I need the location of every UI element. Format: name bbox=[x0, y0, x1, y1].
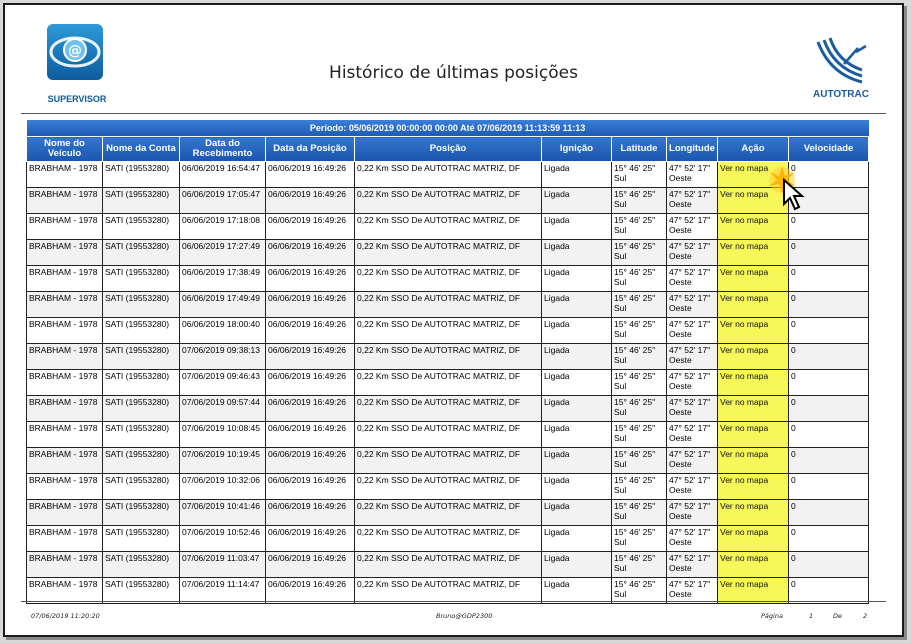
view-on-map-link[interactable]: Ver no mapa bbox=[718, 552, 789, 578]
table-row bbox=[27, 240, 869, 266]
view-on-map-link[interactable]: Ver no mapa bbox=[718, 318, 789, 344]
cell-longitude: 47° 52' 17'' Oeste bbox=[667, 240, 718, 266]
cell-ignition: Ligada bbox=[542, 578, 612, 604]
table-body bbox=[27, 162, 869, 604]
cell-speed: 0 bbox=[789, 292, 869, 318]
cell-position: 0,22 Km SSO De AUTOTRAC MATRIZ, DF bbox=[355, 240, 542, 266]
cell-vehicle: BRABHAM - 1978 bbox=[27, 526, 103, 552]
cell-account: SATI (19553280) bbox=[103, 578, 180, 604]
cell-position: 0,22 Km SSO De AUTOTRAC MATRIZ, DF bbox=[355, 474, 542, 500]
view-on-map-link[interactable]: Ver no mapa bbox=[718, 578, 789, 604]
table-row bbox=[27, 318, 869, 344]
cell-position: 0,22 Km SSO De AUTOTRAC MATRIZ, DF bbox=[355, 370, 542, 396]
cell-account: SATI (19553280) bbox=[103, 500, 180, 526]
cell-position: 0,22 Km SSO De AUTOTRAC MATRIZ, DF bbox=[355, 396, 542, 422]
cell-position-date: 06/06/2019 16:49:26 bbox=[266, 214, 355, 240]
cell-position-date: 06/06/2019 16:49:26 bbox=[266, 526, 355, 552]
cell-longitude: 47° 52' 17'' Oeste bbox=[667, 500, 718, 526]
cell-received: 07/06/2019 10:52:46 bbox=[180, 526, 266, 552]
cell-position: 0,22 Km SSO De AUTOTRAC MATRIZ, DF bbox=[355, 422, 542, 448]
cell-account: SATI (19553280) bbox=[103, 422, 180, 448]
cell-received: 06/06/2019 16:54:47 bbox=[180, 162, 266, 188]
cell-position-date: 06/06/2019 16:49:26 bbox=[266, 318, 355, 344]
header-position: Posição bbox=[355, 137, 542, 162]
footer-page-total: 2 bbox=[863, 612, 868, 620]
table-row bbox=[27, 578, 869, 604]
view-on-map-link[interactable]: Ver no mapa bbox=[718, 422, 789, 448]
table-row bbox=[27, 396, 869, 422]
cell-vehicle: BRABHAM - 1978 bbox=[27, 474, 103, 500]
cell-position-date: 06/06/2019 16:49:26 bbox=[266, 422, 355, 448]
cell-speed: 0 bbox=[789, 500, 869, 526]
cell-longitude: 47° 52' 17'' Oeste bbox=[667, 396, 718, 422]
cell-received: 06/06/2019 17:05:47 bbox=[180, 188, 266, 214]
cell-latitude: 15° 46' 25'' Sul bbox=[612, 578, 667, 604]
cell-ignition: Ligada bbox=[542, 188, 612, 214]
view-on-map-link[interactable]: Ver no mapa bbox=[718, 396, 789, 422]
cell-longitude: 47° 52' 17'' Oeste bbox=[667, 526, 718, 552]
cell-speed: 0 bbox=[789, 396, 869, 422]
cell-account: SATI (19553280) bbox=[103, 240, 180, 266]
cell-position: 0,22 Km SSO De AUTOTRAC MATRIZ, DF bbox=[355, 526, 542, 552]
cell-position: 0,22 Km SSO De AUTOTRAC MATRIZ, DF bbox=[355, 162, 542, 188]
cell-speed: 0 bbox=[789, 422, 869, 448]
cell-account: SATI (19553280) bbox=[103, 318, 180, 344]
cell-account: SATI (19553280) bbox=[103, 552, 180, 578]
view-on-map-link[interactable]: Ver no mapa bbox=[718, 474, 789, 500]
table-row bbox=[27, 422, 869, 448]
view-on-map-link[interactable]: Ver no mapa bbox=[718, 448, 789, 474]
cell-position-date: 06/06/2019 16:49:26 bbox=[266, 370, 355, 396]
cell-vehicle: BRABHAM - 1978 bbox=[27, 266, 103, 292]
cell-latitude: 15° 46' 25'' Sul bbox=[612, 318, 667, 344]
svg-text:@: @ bbox=[68, 43, 82, 59]
cell-ignition: Ligada bbox=[542, 526, 612, 552]
positions-table-container bbox=[26, 120, 868, 604]
cell-latitude: 15° 46' 25'' Sul bbox=[612, 422, 667, 448]
cell-longitude: 47° 52' 17'' Oeste bbox=[667, 578, 718, 604]
cell-received: 06/06/2019 18:00:40 bbox=[180, 318, 266, 344]
cell-account: SATI (19553280) bbox=[103, 266, 180, 292]
view-on-map-link[interactable]: Ver no mapa bbox=[718, 214, 789, 240]
cell-ignition: Ligada bbox=[542, 266, 612, 292]
cell-vehicle: BRABHAM - 1978 bbox=[27, 500, 103, 526]
cell-latitude: 15° 46' 25'' Sul bbox=[612, 240, 667, 266]
cell-latitude: 15° 46' 25'' Sul bbox=[612, 500, 667, 526]
page-title: Histórico de últimas posições bbox=[329, 63, 578, 83]
cell-latitude: 15° 46' 25'' Sul bbox=[612, 292, 667, 318]
view-on-map-link[interactable]: Ver no mapa bbox=[718, 344, 789, 370]
header-position-date: Data da Posição bbox=[266, 137, 355, 162]
cell-latitude: 15° 46' 25'' Sul bbox=[612, 552, 667, 578]
autotrac-logo-text: AUTOTRAC bbox=[813, 89, 869, 100]
cell-received: 07/06/2019 11:03:47 bbox=[180, 552, 266, 578]
cell-account: SATI (19553280) bbox=[103, 162, 180, 188]
cell-account: SATI (19553280) bbox=[103, 344, 180, 370]
cell-position-date: 06/06/2019 16:49:26 bbox=[266, 240, 355, 266]
table-row bbox=[27, 214, 869, 240]
cell-ignition: Ligada bbox=[542, 162, 612, 188]
cell-latitude: 15° 46' 25'' Sul bbox=[612, 188, 667, 214]
cell-speed: 0 bbox=[789, 578, 869, 604]
cell-ignition: Ligada bbox=[542, 240, 612, 266]
cell-longitude: 47° 52' 17'' Oeste bbox=[667, 422, 718, 448]
cell-speed: 0 bbox=[789, 370, 869, 396]
footer-page-label: Página bbox=[761, 612, 783, 620]
report-page bbox=[3, 3, 904, 637]
cell-position: 0,22 Km SSO De AUTOTRAC MATRIZ, DF bbox=[355, 344, 542, 370]
header-received-date: Data do Recebimento bbox=[180, 137, 266, 162]
cell-vehicle: BRABHAM - 1978 bbox=[27, 552, 103, 578]
table-row bbox=[27, 474, 869, 500]
report-header bbox=[21, 20, 886, 114]
footer-page-current: 1 bbox=[809, 612, 814, 620]
cell-position: 0,22 Km SSO De AUTOTRAC MATRIZ, DF bbox=[355, 318, 542, 344]
period-label: Período: 05/06/2019 00:00:00 00:00 Até 07/06/2019 11:13:59 11:13 bbox=[27, 120, 869, 137]
cell-position-date: 06/06/2019 16:49:26 bbox=[266, 578, 355, 604]
view-on-map-link[interactable]: Ver no mapa bbox=[718, 500, 789, 526]
supervisor-logo-text: SUPERVISOR bbox=[47, 94, 107, 104]
cell-longitude: 47° 52' 17'' Oeste bbox=[667, 318, 718, 344]
table-row bbox=[27, 344, 869, 370]
cell-received: 07/06/2019 11:14:47 bbox=[180, 578, 266, 604]
cell-longitude: 47° 52' 17'' Oeste bbox=[667, 552, 718, 578]
cell-speed: 0 bbox=[789, 214, 869, 240]
cell-speed: 0 bbox=[789, 448, 869, 474]
cell-account: SATI (19553280) bbox=[103, 188, 180, 214]
cell-ignition: Ligada bbox=[542, 552, 612, 578]
cell-position-date: 06/06/2019 16:49:26 bbox=[266, 500, 355, 526]
cell-latitude: 15° 46' 25'' Sul bbox=[612, 474, 667, 500]
cell-speed: 0 bbox=[789, 240, 869, 266]
cell-position: 0,22 Km SSO De AUTOTRAC MATRIZ, DF bbox=[355, 500, 542, 526]
cell-position: 0,22 Km SSO De AUTOTRAC MATRIZ, DF bbox=[355, 266, 542, 292]
cell-received: 07/06/2019 09:46:43 bbox=[180, 370, 266, 396]
cell-speed: 0 bbox=[789, 526, 869, 552]
cell-longitude: 47° 52' 17'' Oeste bbox=[667, 292, 718, 318]
cell-ignition: Ligada bbox=[542, 396, 612, 422]
period-row bbox=[27, 120, 869, 137]
cell-position-date: 06/06/2019 16:49:26 bbox=[266, 474, 355, 500]
cell-account: SATI (19553280) bbox=[103, 370, 180, 396]
cell-position: 0,22 Km SSO De AUTOTRAC MATRIZ, DF bbox=[355, 214, 542, 240]
cell-position: 0,22 Km SSO De AUTOTRAC MATRIZ, DF bbox=[355, 448, 542, 474]
cell-received: 07/06/2019 10:19:45 bbox=[180, 448, 266, 474]
mouse-pointer-click-icon bbox=[760, 160, 816, 216]
cell-position-date: 06/06/2019 16:49:26 bbox=[266, 162, 355, 188]
cell-vehicle: BRABHAM - 1978 bbox=[27, 448, 103, 474]
report-footer bbox=[21, 601, 886, 632]
cell-vehicle: BRABHAM - 1978 bbox=[27, 162, 103, 188]
autotrac-logo bbox=[810, 34, 870, 104]
cell-vehicle: BRABHAM - 1978 bbox=[27, 240, 103, 266]
view-on-map-link[interactable]: Ver no mapa bbox=[718, 526, 789, 552]
header-account-name: Nome da Conta bbox=[103, 137, 180, 162]
footer-page-of: De bbox=[833, 612, 843, 620]
header-latitude: Latitude bbox=[612, 137, 667, 162]
cell-vehicle: BRABHAM - 1978 bbox=[27, 396, 103, 422]
cell-longitude: 47° 52' 17'' Oeste bbox=[667, 162, 718, 188]
cell-account: SATI (19553280) bbox=[103, 292, 180, 318]
table-row bbox=[27, 188, 869, 214]
cell-latitude: 15° 46' 25'' Sul bbox=[612, 526, 667, 552]
cell-ignition: Ligada bbox=[542, 370, 612, 396]
cell-latitude: 15° 46' 25'' Sul bbox=[612, 266, 667, 292]
view-on-map-link[interactable]: Ver no mapa bbox=[718, 188, 789, 214]
cell-vehicle: BRABHAM - 1978 bbox=[27, 214, 103, 240]
cell-position-date: 06/06/2019 16:49:26 bbox=[266, 552, 355, 578]
cell-ignition: Ligada bbox=[542, 214, 612, 240]
cell-account: SATI (19553280) bbox=[103, 396, 180, 422]
footer-timestamp: 07/06/2019 11:20:20 bbox=[31, 612, 100, 620]
cell-speed: 0 bbox=[789, 266, 869, 292]
cell-received: 07/06/2019 10:32:06 bbox=[180, 474, 266, 500]
cell-latitude: 15° 46' 25'' Sul bbox=[612, 396, 667, 422]
view-on-map-link[interactable]: Ver no mapa bbox=[718, 266, 789, 292]
table-row bbox=[27, 500, 869, 526]
cell-vehicle: BRABHAM - 1978 bbox=[27, 344, 103, 370]
cell-ignition: Ligada bbox=[542, 500, 612, 526]
cell-account: SATI (19553280) bbox=[103, 526, 180, 552]
cell-received: 06/06/2019 17:18:08 bbox=[180, 214, 266, 240]
autotrac-antenna-icon bbox=[810, 34, 870, 90]
table-row bbox=[27, 292, 869, 318]
cell-latitude: 15° 46' 25'' Sul bbox=[612, 448, 667, 474]
cell-latitude: 15° 46' 25'' Sul bbox=[612, 162, 667, 188]
cell-speed: 0 bbox=[789, 552, 869, 578]
cell-vehicle: BRABHAM - 1978 bbox=[27, 422, 103, 448]
cell-vehicle: BRABHAM - 1978 bbox=[27, 292, 103, 318]
cell-ignition: Ligada bbox=[542, 448, 612, 474]
cell-received: 07/06/2019 09:57:44 bbox=[180, 396, 266, 422]
cell-received: 06/06/2019 17:27:49 bbox=[180, 240, 266, 266]
header-speed: Velocidade bbox=[789, 137, 869, 162]
cell-ignition: Ligada bbox=[542, 292, 612, 318]
cell-ignition: Ligada bbox=[542, 344, 612, 370]
table-row bbox=[27, 552, 869, 578]
cell-longitude: 47° 52' 17'' Oeste bbox=[667, 266, 718, 292]
cell-longitude: 47° 52' 17'' Oeste bbox=[667, 344, 718, 370]
cell-position-date: 06/06/2019 16:49:26 bbox=[266, 266, 355, 292]
cell-longitude: 47° 52' 17'' Oeste bbox=[667, 474, 718, 500]
cell-longitude: 47° 52' 17'' Oeste bbox=[667, 370, 718, 396]
cell-speed: 0 bbox=[789, 318, 869, 344]
cell-position-date: 06/06/2019 16:49:26 bbox=[266, 188, 355, 214]
cell-latitude: 15° 46' 25'' Sul bbox=[612, 214, 667, 240]
table-row bbox=[27, 266, 869, 292]
positions-table bbox=[26, 120, 869, 604]
header-longitude: Longitude bbox=[667, 137, 718, 162]
table-header-row bbox=[27, 137, 869, 162]
cell-longitude: 47° 52' 17'' Oeste bbox=[667, 188, 718, 214]
cell-ignition: Ligada bbox=[542, 474, 612, 500]
table-row bbox=[27, 162, 869, 188]
cell-position-date: 06/06/2019 16:49:26 bbox=[266, 292, 355, 318]
cell-received: 06/06/2019 17:38:49 bbox=[180, 266, 266, 292]
view-on-map-link[interactable]: Ver no mapa bbox=[718, 240, 789, 266]
cell-position-date: 06/06/2019 16:49:26 bbox=[266, 448, 355, 474]
cell-vehicle: BRABHAM - 1978 bbox=[27, 578, 103, 604]
header-vehicle-name: Nome do Veículo bbox=[27, 137, 103, 162]
cell-vehicle: BRABHAM - 1978 bbox=[27, 370, 103, 396]
cell-position: 0,22 Km SSO De AUTOTRAC MATRIZ, DF bbox=[355, 578, 542, 604]
cell-account: SATI (19553280) bbox=[103, 474, 180, 500]
cell-position: 0,22 Km SSO De AUTOTRAC MATRIZ, DF bbox=[355, 292, 542, 318]
header-action: Ação bbox=[718, 137, 789, 162]
table-row bbox=[27, 526, 869, 552]
cell-vehicle: BRABHAM - 1978 bbox=[27, 188, 103, 214]
cell-received: 07/06/2019 10:08:45 bbox=[180, 422, 266, 448]
cell-account: SATI (19553280) bbox=[103, 448, 180, 474]
view-on-map-link[interactable]: Ver no mapa bbox=[718, 292, 789, 318]
cell-ignition: Ligada bbox=[542, 422, 612, 448]
cell-ignition: Ligada bbox=[542, 318, 612, 344]
cell-received: 07/06/2019 09:38:13 bbox=[180, 344, 266, 370]
cell-speed: 0 bbox=[789, 344, 869, 370]
view-on-map-link[interactable]: Ver no mapa bbox=[718, 370, 789, 396]
cell-received: 06/06/2019 17:49:49 bbox=[180, 292, 266, 318]
cell-speed: 0 bbox=[789, 474, 869, 500]
cell-position: 0,22 Km SSO De AUTOTRAC MATRIZ, DF bbox=[355, 552, 542, 578]
cell-position-date: 06/06/2019 16:49:26 bbox=[266, 396, 355, 422]
cell-vehicle: BRABHAM - 1978 bbox=[27, 318, 103, 344]
cell-position: 0,22 Km SSO De AUTOTRAC MATRIZ, DF bbox=[355, 188, 542, 214]
view-on-map-link[interactable]: Ver no mapa bbox=[718, 162, 789, 188]
footer-user: Bruno@GDP2300 bbox=[436, 612, 493, 620]
cell-latitude: 15° 46' 25'' Sul bbox=[612, 344, 667, 370]
cell-account: SATI (19553280) bbox=[103, 214, 180, 240]
cell-latitude: 15° 46' 25'' Sul bbox=[612, 370, 667, 396]
cell-position-date: 06/06/2019 16:49:26 bbox=[266, 344, 355, 370]
cell-longitude: 47° 52' 17'' Oeste bbox=[667, 214, 718, 240]
table-row bbox=[27, 448, 869, 474]
cell-received: 07/06/2019 10:41:46 bbox=[180, 500, 266, 526]
cell-speed: 0 bbox=[789, 162, 869, 188]
cell-longitude: 47° 52' 17'' Oeste bbox=[667, 448, 718, 474]
header-ignition: Ignição bbox=[542, 137, 612, 162]
table-row bbox=[27, 370, 869, 396]
